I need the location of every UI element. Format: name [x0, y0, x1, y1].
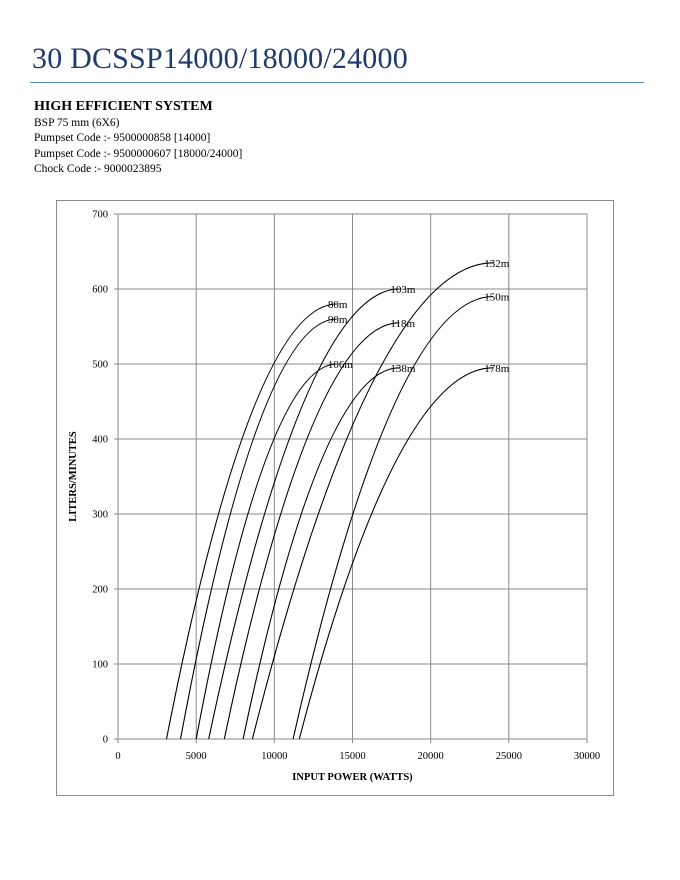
- curve-label-118m: 118m: [390, 317, 416, 330]
- y-tick-label: 600: [92, 284, 108, 296]
- curve-label-132m: 132m: [484, 257, 510, 270]
- system-heading: HIGH EFFICIENT SYSTEM: [34, 99, 213, 114]
- y-tick-label: 200: [92, 584, 108, 596]
- x-tick-label: 5000: [185, 751, 207, 762]
- x-tick-label: 10000: [261, 751, 288, 762]
- y-tick-label: 500: [92, 359, 108, 371]
- system-info: [34, 99, 242, 178]
- curve-label-106m: 106m: [327, 359, 353, 371]
- y-tick-label: 100: [92, 659, 108, 671]
- x-tick-label: 30000: [573, 751, 601, 762]
- info-line-pumpset-2: Pumpset Code :- 9500000607 [18000/24000]: [34, 147, 243, 160]
- curve-label-90m: 90m: [327, 314, 348, 326]
- curve-132m: [252, 263, 493, 739]
- y-tick-label: 0: [102, 734, 108, 746]
- info-line-bsp: BSP 75 mm (6X6): [34, 116, 120, 129]
- curve-label-80m: 80m: [327, 299, 348, 311]
- tick-labels: [92, 210, 600, 763]
- curve-178m: [299, 368, 493, 739]
- info-line-pumpset-1: Pumpset Code :- 9500000858 [14000]: [34, 132, 211, 144]
- info-line-chock: Chock Code :- 9000023895: [34, 163, 162, 175]
- y-axis-label: LITERS/MINUTES: [68, 431, 79, 522]
- grid-lines: [114, 214, 587, 743]
- curve-80m: [167, 304, 337, 739]
- x-tick-label: 20000: [417, 751, 444, 762]
- curve-label-103m: 103m: [390, 284, 416, 296]
- y-tick-label: 700: [92, 209, 108, 221]
- x-tick-label: 0: [115, 751, 121, 762]
- curve-label-178m: 178m: [484, 362, 510, 375]
- curve-label-138m: 138m: [390, 362, 416, 375]
- curve-series: [167, 258, 510, 739]
- chart-svg: [57, 201, 615, 797]
- x-tick-label: 25000: [495, 751, 522, 762]
- page-title: 30 DCSSP14000/18000/24000: [32, 42, 408, 75]
- y-tick-label: 300: [92, 509, 108, 521]
- performance-chart: [56, 200, 614, 796]
- y-tick-label: 400: [92, 434, 108, 446]
- x-tick-label: 15000: [339, 751, 366, 762]
- curve-118m: [224, 323, 399, 739]
- curve-label-150m: 150m: [484, 291, 510, 304]
- title-divider: [30, 82, 644, 83]
- x-axis-label: INPUT POWER (WATTS): [292, 772, 413, 783]
